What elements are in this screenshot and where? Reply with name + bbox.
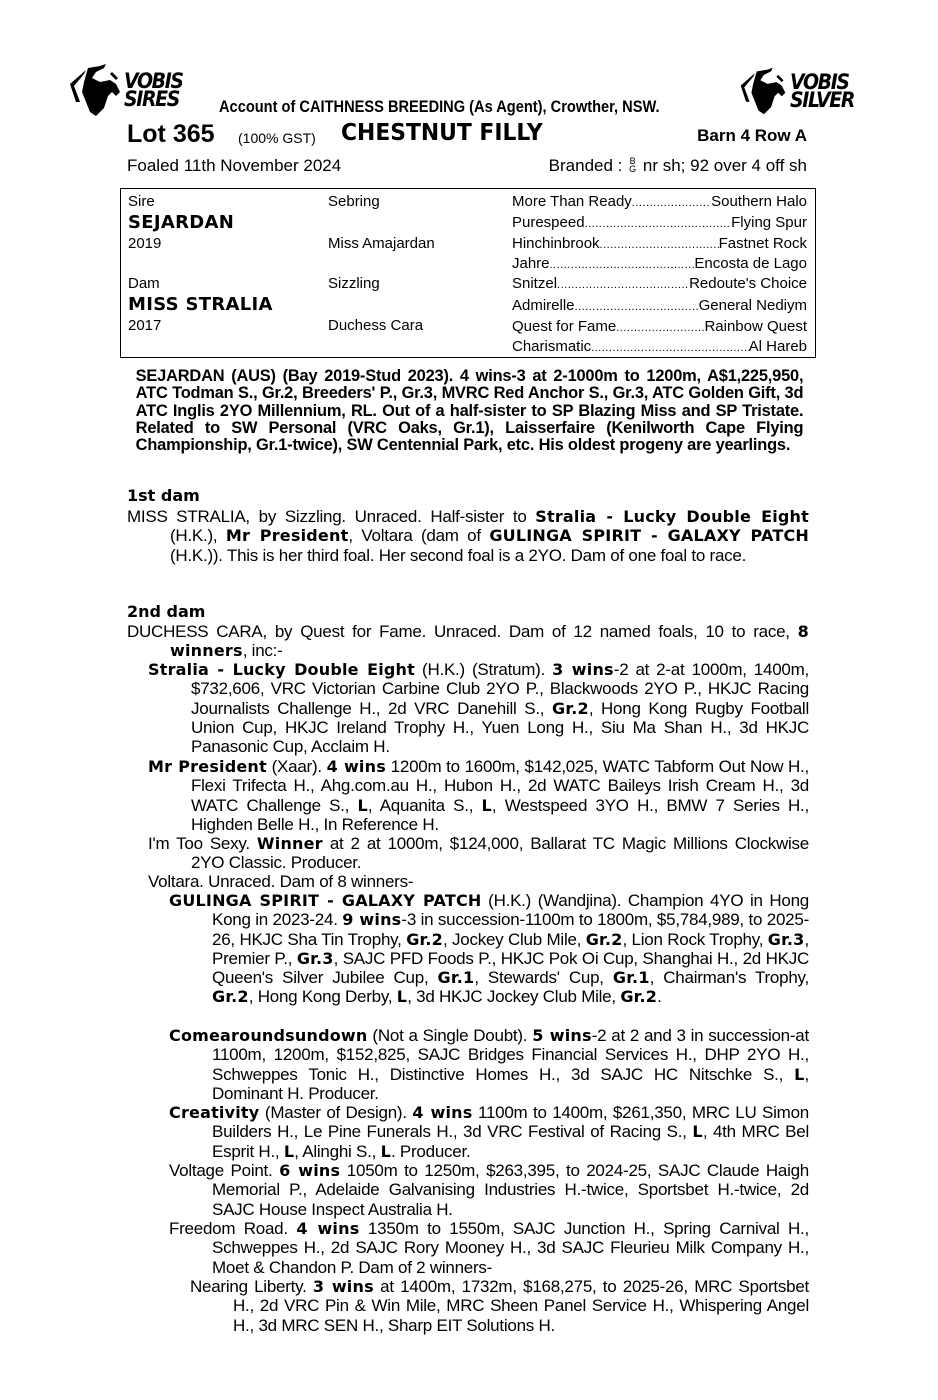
pedigree-table (120, 188, 816, 358)
progeny-gulinga-spirit (169, 891, 809, 1007)
dot-leader (585, 214, 732, 231)
wins: 4 wins (296, 1219, 360, 1238)
text: , Hong Kong Derby, (248, 987, 397, 1007)
foaled-date: Foaled 11th November 2024 (127, 156, 342, 175)
grade: Gr.3 (767, 929, 805, 949)
grade: Gr.2 (406, 929, 443, 949)
text: (H.K.) (Wandjina). Champion 4YO in Hong Kong in 2023-24. (212, 891, 809, 930)
sire-year: 2019 (128, 235, 162, 252)
dot-leader (632, 193, 711, 210)
logo-line-2: SIRES (124, 87, 179, 111)
gp-right: Flying Spur (731, 214, 807, 231)
text: , inc:- (242, 641, 283, 661)
second-dam-heading: 2nd dam (127, 602, 206, 621)
dam-label: Dam (128, 275, 160, 292)
sire-dam: Miss Amajardan (328, 235, 435, 252)
gp-left: Snitzel (512, 275, 558, 292)
logo-text (790, 70, 855, 112)
text: DUCHESS CARA, by Quest for Fame. Unraced. Dam of 12 named foals, 10 to race, (127, 622, 798, 641)
text: , SAJC PFD Foods P., HKJC Pok Oi Cup, Shanghai H., 2d HKJC Queen's Silver Jubilee Cup, (212, 948, 809, 988)
text: , Hong Kong Rugby Football Union Cup, HKJC Ireland Trophy H., Yuen Long H., Siu Ma Shan H., 3d HKJC Panasonic Cup, Acclaim H. (191, 698, 809, 757)
text: , Stewards' Cup, (474, 968, 613, 988)
text: , Jockey Club Mile, (442, 929, 586, 949)
text: MISS STRALIA, by Sizzling. Unraced. Half-sister to (127, 507, 536, 526)
dot-leader (616, 318, 704, 335)
grade: L (357, 795, 368, 815)
text: 1100m to 1400m, $261,350, MRC LU Simon Builders H., Le Pine Funerals H., 3d VRC Festival of Racing S., (212, 1103, 809, 1142)
grade: L (396, 987, 408, 1007)
text: , 4th MRC Bel Esprit H., (212, 1122, 810, 1161)
text: . (657, 987, 662, 1007)
text: , Westspeed 3YO H., BMW 7 Series H., Highden Belle H., In Reference H. (191, 795, 809, 834)
text: (H.K.), (170, 526, 226, 546)
lot-number: Lot 365 (127, 120, 215, 148)
progeny-freedom-road (169, 1219, 809, 1277)
pedigree-pair (512, 338, 807, 355)
horse-name: Stralia - Lucky Double Eight (148, 660, 415, 679)
gp-left: Charismatic (512, 338, 592, 355)
gp-left: Admirelle (512, 297, 575, 314)
horse-rider-icon (66, 62, 124, 118)
text: Voltage Point. (169, 1161, 280, 1180)
dot-leader (557, 275, 689, 292)
progeny-mr-president (148, 757, 809, 834)
dot-leader (575, 297, 699, 314)
grade: Gr.3 (296, 948, 334, 968)
vendor-account: Account of CAITHNESS BREEDING (As Agent), Crowther, NSW. (219, 97, 660, 116)
branding (549, 156, 807, 176)
pedigree-pair (512, 318, 807, 335)
vobis-silver-logo (736, 66, 861, 116)
grade: L (692, 1122, 703, 1142)
dot-leader (591, 338, 748, 355)
horse-description: CHESTNUT FILLY (341, 120, 543, 146)
sire-sire: Sebring (328, 193, 380, 210)
text: -2 at 2-at 1000m, 1400m, $732,606, VRC Victorian Carbine Club 2YO P., Blackwoods 2YO P., HKJC Racing Journalists Challenge H., 2d VRC Danehill S., (191, 660, 809, 718)
text: at 1400m, 1732m, $168,275, to 2025-26, MRC Sportsbet H., 2d VRC Pin & Win Mile, MRC Sheen Panel Service H., Whispering Angel H., 3d MRC SEN H., Sharp EIT Solutions H. (233, 1277, 809, 1335)
dam-year: 2017 (128, 317, 162, 334)
progeny-voltara: Voltara. Unraced. Dam of 8 winners- (148, 872, 414, 891)
horse-name: GULINGA SPIRIT - GALAXY PATCH (489, 526, 809, 546)
horse-name: Comearoundsundown (169, 1026, 368, 1045)
progeny-creativity (169, 1103, 809, 1161)
first-dam-heading: 1st dam (127, 486, 200, 505)
second-dam-intro (127, 622, 809, 661)
gp-left: Hinchinbrook (512, 235, 600, 252)
grade: Gr.2 (620, 987, 658, 1007)
text: (Not a Single Doubt). (367, 1026, 533, 1045)
sire-name: SEJARDAN (128, 212, 235, 233)
gp-right: General Nediym (698, 297, 807, 314)
text: Nearing Liberty. (190, 1277, 313, 1296)
text: 1050m to 1250m, $263,395, to 2024-25, SAJC Claude Haigh Memorial P., Adelaide Galvanising Industries H.-twice, Sportsbet H.-twice, 2d SAJC House Inspect Australia H. (212, 1161, 810, 1219)
sire-summary: SEJARDAN (AUS) (Bay 2019-Stud 2023). 4 wins-3 at 2-1000m to 1200m, A$1,225,950, ATC Todman S., Gr.2, Breeders' P., Gr.3, MVRC Red Anchor S., Gr.3, ATC Golden Gift, 3d ATC Inglis 2YO Millennium, RL. Out of a half-sister to SP Blazing Miss and SP Tristate. Related to SW Personal (VRC Oaks, Gr.1), Laisserfaire (Kenilworth Cape Flying Championship, Gr.1-twice), SW Centennial Park, etc. His oldest progeny are yearlings. (135, 367, 804, 455)
horse-name: Stralia - Lucky Double Eight (535, 507, 809, 526)
progeny-stralia (148, 660, 809, 756)
dam-dam: Duchess Cara (328, 317, 424, 334)
grade: Gr.2 (552, 698, 589, 718)
gp-right: Southern Halo (711, 193, 807, 210)
text: , 3d HKJC Jockey Club Mile, (407, 987, 621, 1007)
horse-name: Mr President (225, 526, 349, 546)
text: , Alinghi S., (294, 1141, 381, 1161)
sire-label: Sire (128, 193, 155, 210)
pedigree-pair (512, 255, 807, 272)
grade: Gr.1 (437, 968, 475, 988)
text: -3 in succession-1100m to 1800m, $5,784,989, to 2025-26, HKJC Sha Tin Trophy, (212, 910, 809, 949)
dot-leader (600, 235, 719, 252)
branded-details: nr sh; 92 over 4 off sh (642, 156, 807, 175)
grade: Gr.2 (585, 929, 623, 949)
logo-text (124, 69, 183, 111)
brand-top: B (629, 156, 636, 166)
horse-name: GULINGA SPIRIT - GALAXY PATCH (169, 891, 482, 910)
gp-right: Encosta de Lago (694, 255, 807, 272)
gp-left: Quest for Fame (512, 318, 617, 335)
grade: L (481, 795, 492, 815)
horse-name: Creativity (169, 1103, 260, 1122)
vobis-sires-logo (66, 62, 189, 118)
pedigree-pair (512, 297, 807, 314)
winners-count: 8 winners (170, 622, 809, 661)
horse-rider-icon (736, 66, 790, 116)
text: , Voltara (dam of (348, 526, 490, 546)
wins: 3 wins (312, 1277, 374, 1296)
pedigree-pair (512, 193, 807, 210)
brand-mark (629, 157, 636, 173)
text: 1200m to 1600m, $142,025, WATC Tabform Out Now H., Flexi Trifecta H., Ahg.com.au H., Hubon H., 2d WATC Baileys Irish Cream H., 3d WATC Challenge S., (191, 757, 809, 815)
text: . Producer. (390, 1141, 471, 1161)
progeny-nearing-liberty (190, 1277, 809, 1335)
gp-right: Rainbow Quest (704, 318, 807, 335)
gst-note: (100% GST) (238, 130, 316, 146)
logo-line-2: SILVER (790, 88, 855, 112)
wins: 5 wins (532, 1026, 592, 1045)
branded-label: Branded : (548, 156, 623, 175)
barn-location: Barn 4 Row A (697, 126, 807, 145)
text: 1350m to 1550m, SAJC Junction H., Spring Carnival H., Schweppes H., 2d SAJC Rory Mooney H., 3d SAJC Fleurieu Milk Company H., Moet & Chandon P. Dam of 2 winners- (212, 1219, 809, 1277)
logo-line-1: VOBIS (124, 69, 183, 93)
text: , Aquanita S., (367, 795, 482, 815)
wins: 4 wins (326, 757, 386, 776)
grade: Gr.1 (612, 968, 650, 988)
gp-right: Al Hareb (748, 338, 807, 355)
horse-name: Mr President (148, 757, 267, 776)
wins: 4 wins (412, 1103, 473, 1122)
text: I'm Too Sexy. (148, 834, 257, 853)
gp-left: More Than Ready (512, 193, 632, 210)
dot-leader (550, 255, 695, 272)
dam-sire: Sizzling (328, 275, 380, 292)
lot-header (127, 120, 817, 150)
progeny-im-too-sexy (148, 834, 809, 873)
text: -2 at 2 and 3 in succession-at 1100m, 1200m, $152,825, SAJC Bridges Financial Services H., DHP 2YO H., Schweppes Tonic H., Distinctive Homes H., 3d SAJC HC Nitschke S., (212, 1026, 809, 1084)
wins: Winner (256, 834, 323, 853)
pedigree-pair (512, 214, 807, 231)
text: (H.K.)). This is her third foal. Her second foal is a 2YO. Dam of one foal to race. (170, 545, 747, 565)
progeny-comearoundsundown (169, 1026, 809, 1103)
logo-line-1: VOBIS (790, 70, 849, 94)
text: at 2 at 1000m, $124,000, Ballarat TC Magic Millions Clockwise 2YO Classic. Producer. (191, 834, 809, 873)
text: , Lion Rock Trophy, (622, 929, 768, 949)
first-dam-entry (127, 507, 809, 565)
grade: L (794, 1064, 805, 1084)
grade: L (283, 1141, 295, 1161)
text: , Dominant H. Producer. (212, 1064, 809, 1103)
pedigree-pair (512, 275, 807, 292)
text: Freedom Road. (169, 1219, 297, 1238)
gp-left: Purespeed (512, 214, 585, 231)
pedigree-pair (512, 235, 807, 252)
wins: 6 wins (279, 1161, 341, 1180)
gp-right: Fastnet Rock (718, 235, 807, 252)
text: , Premier P., (212, 929, 810, 968)
dam-name: MISS STRALIA (128, 294, 273, 315)
progeny-voltage-point (169, 1161, 809, 1219)
text: (Xaar). (266, 757, 327, 776)
grade: L (380, 1141, 391, 1161)
wins: 3 wins (552, 660, 614, 679)
text: (Master of Design). (259, 1103, 413, 1122)
gp-left: Jahre (512, 255, 550, 272)
wins: 9 wins (342, 910, 402, 930)
text: (H.K.) (Stratum). (414, 660, 553, 679)
text: , Chairman's Trophy, (649, 968, 809, 988)
grade: Gr.2 (212, 987, 249, 1007)
gp-right: Redoute's Choice (689, 275, 807, 292)
brand-bottom: G (629, 164, 637, 174)
